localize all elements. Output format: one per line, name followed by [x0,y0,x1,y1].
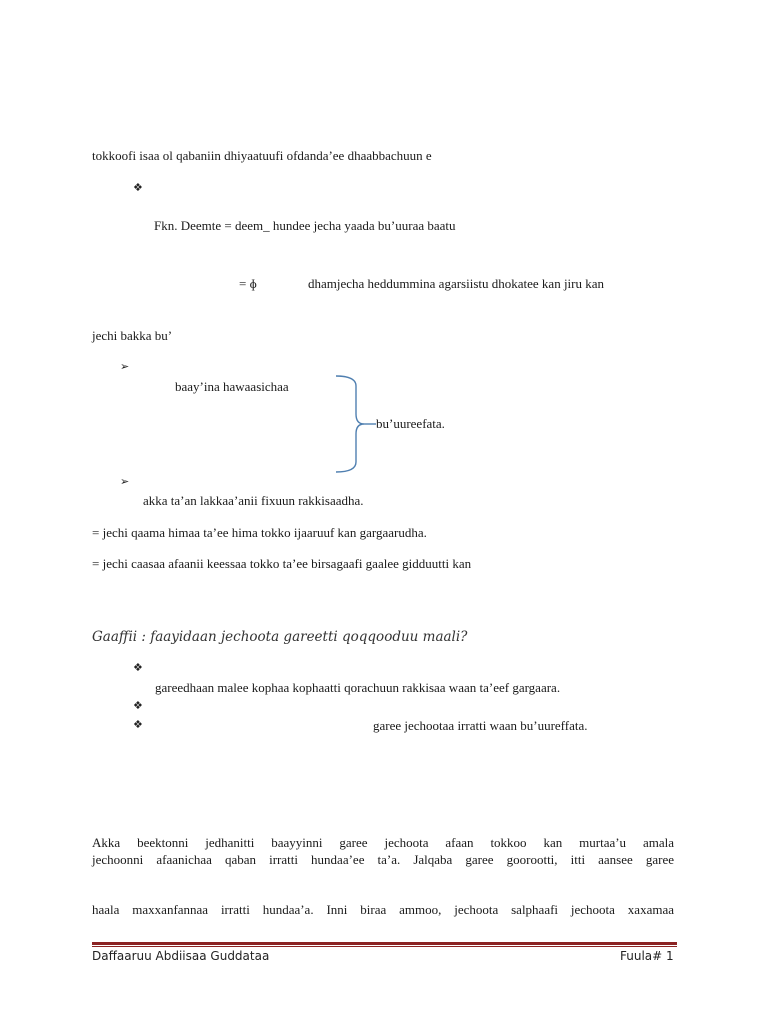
footer-rule [92,946,677,947]
text-line: gareedhaan malee kophaa kophaatti qorachuun rakkisaa waan ta’eef gargaara. [155,680,561,695]
arrow-bullet-icon: ➢ [120,475,130,488]
footer-rule [92,942,677,945]
text-line: = ɸ [239,276,257,291]
paragraph-line: Akka beektonni jedhanitti baayyinni garee jechoota afaan tokkoo kan murtaa’u amala [92,835,674,850]
text-line: = jechi qaama himaa ta’ee hima tokko ijaaruuf kan gargaarudha. [92,525,427,540]
diamond-bullet-icon: ❖ [133,699,143,712]
paragraph-line: jechoonni afaanichaa qaban irratti hundaa’ee ta’a. Jalqaba garee goorootti, itti aansee garee [92,852,674,867]
text-line: akka ta’an lakkaa’anii fixuun rakkisaadha. [143,493,364,508]
footer-author: Daffaaruu Abdiisaa Guddataa [92,949,270,963]
arrow-bullet-icon: ➢ [120,360,130,373]
diamond-bullet-icon: ❖ [133,661,143,674]
page-number: Fuula# 1 [620,949,674,963]
diamond-bullet-icon: ❖ [133,181,143,194]
text-line: Fkn. Deemte = deem_ hundee jecha yaada bu’uuraa baatu [154,218,456,233]
question-heading: Gaaffii : faayidaan jechoota gareetti qoqqooduu maali? [92,629,468,645]
text-line: dhamjecha heddummina agarsiistu dhokatee kan jiru kan [308,276,605,291]
text-line: baay’ina hawaasichaa [175,379,289,394]
diamond-bullet-icon: ❖ [133,718,143,731]
text-line: jechi bakka bu’ [92,328,173,343]
paragraph-line: haala maxxanfannaa irratti hundaa’a. Inni biraa ammoo, jechoota salphaafi jechoota xaxamaa [92,902,674,917]
text-line: bu’uureefata. [376,416,445,431]
text-line: garee jechootaa irratti waan bu’uureffata. [373,718,588,733]
curly-brace-icon [330,372,380,476]
text-line: = jechi caasaa afaanii keessaa tokko ta’ee birsagaafi gaalee gidduutti kan [92,556,472,571]
text-line: tokkoofi isaa ol qabaniin dhiyaatuufi ofdanda’ee dhaabbachuun e [92,148,432,163]
